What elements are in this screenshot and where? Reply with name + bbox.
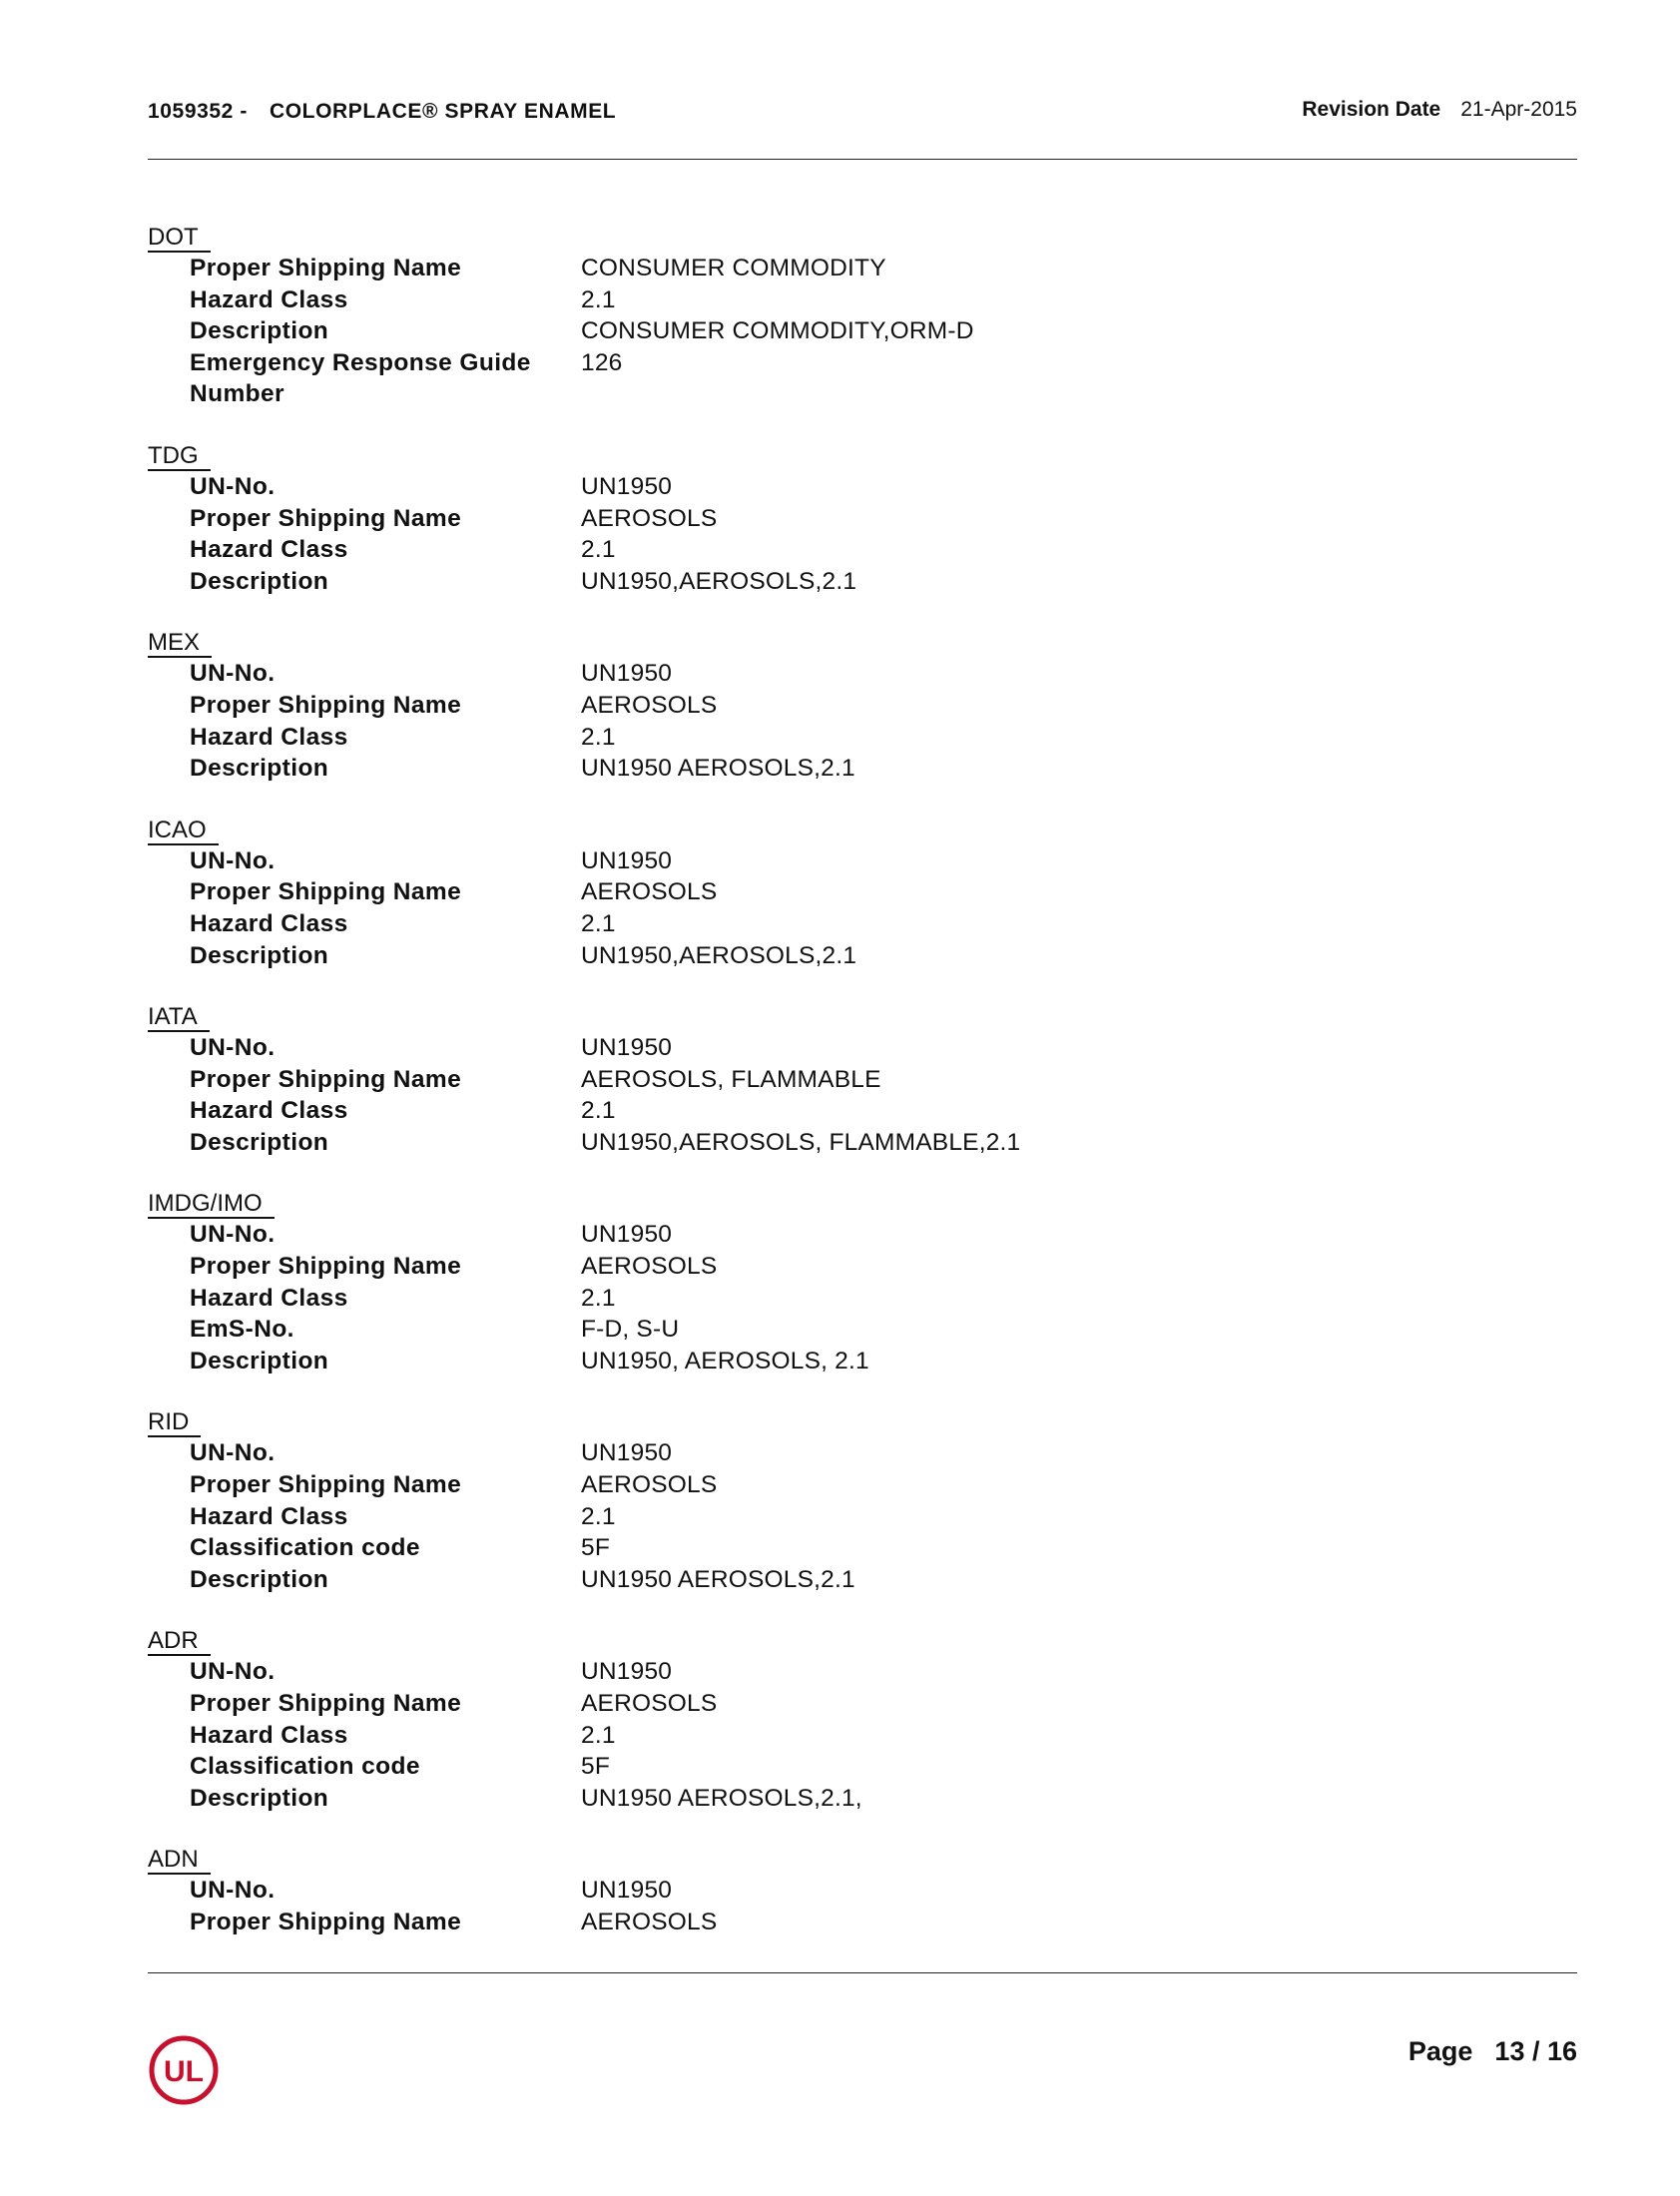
section-mex — [148, 629, 1577, 784]
section-heading: IATA — [148, 1003, 210, 1032]
field-row — [148, 1095, 1577, 1127]
field-row — [148, 1532, 1577, 1564]
field-label: Description — [190, 1565, 329, 1593]
section-rid — [148, 1408, 1577, 1595]
product-id: 1059352 - — [148, 100, 248, 123]
field-label: Proper Shipping Name — [190, 1690, 462, 1717]
field-row — [148, 690, 1577, 722]
field-value: UN1950 — [581, 472, 673, 500]
field-row — [148, 1907, 1577, 1938]
field-value: CONSUMER COMMODITY,ORM-D — [581, 317, 974, 345]
field-label: Proper Shipping Name — [190, 1471, 462, 1499]
section-imdg-imo — [148, 1190, 1577, 1376]
section-iata — [148, 1003, 1577, 1158]
field-row — [148, 876, 1577, 908]
field-row — [148, 315, 1577, 347]
field-label: Hazard Class — [190, 536, 348, 564]
field-label: UN-No. — [190, 1034, 276, 1062]
field-row — [148, 1688, 1577, 1720]
field-value: 5F — [581, 1753, 610, 1781]
section-dot — [148, 224, 1577, 410]
field-value: UN1950,AEROSOLS,2.1 — [581, 567, 857, 595]
field-label: Emergency Response Guide Number — [190, 348, 531, 408]
field-row — [148, 253, 1577, 284]
field-value: UN1950 AEROSOLS,2.1, — [581, 1784, 862, 1812]
field-label: EmS-No. — [190, 1316, 294, 1344]
product-name: COLORPLACE® SPRAY ENAMEL — [269, 100, 617, 123]
field-row — [148, 1720, 1577, 1752]
field-value: UN1950,AEROSOLS, FLAMMABLE,2.1 — [581, 1128, 1021, 1156]
svg-text:UL: UL — [164, 2055, 204, 2088]
field-value: AEROSOLS — [581, 504, 718, 532]
field-label: Proper Shipping Name — [190, 1065, 462, 1093]
field-row — [148, 471, 1577, 503]
field-row — [148, 1314, 1577, 1346]
field-label: Description — [190, 567, 329, 595]
field-row — [148, 845, 1577, 877]
field-value: 126 — [581, 348, 623, 376]
section-heading: ADN — [148, 1846, 211, 1875]
section-heading: TDG — [148, 442, 211, 471]
field-label: Proper Shipping Name — [190, 1253, 462, 1281]
field-row — [148, 658, 1577, 690]
field-row — [148, 1564, 1577, 1596]
field-row — [148, 284, 1577, 316]
field-label: Hazard Class — [190, 285, 348, 313]
page-header — [148, 100, 1577, 130]
field-label: Description — [190, 755, 329, 783]
field-label: Description — [190, 1347, 329, 1374]
field-label: Proper Shipping Name — [190, 691, 462, 719]
footer-divider — [148, 1972, 1577, 1973]
field-row — [148, 1875, 1577, 1907]
field-row — [148, 534, 1577, 566]
field-label: Classification code — [190, 1753, 420, 1781]
field-row — [148, 908, 1577, 940]
transport-information — [148, 224, 1577, 1970]
section-heading: ICAO — [148, 817, 219, 845]
field-row — [148, 1783, 1577, 1815]
field-label: Description — [190, 317, 329, 345]
page-label: Page — [1407, 2036, 1473, 2066]
field-row — [148, 722, 1577, 754]
field-value: AEROSOLS — [581, 1253, 718, 1281]
field-value: 5F — [581, 1534, 610, 1562]
field-value: AEROSOLS — [581, 691, 718, 719]
field-value: AEROSOLS — [581, 1471, 718, 1499]
field-value: AEROSOLS, FLAMMABLE — [581, 1065, 881, 1093]
field-value: CONSUMER COMMODITY — [581, 255, 886, 281]
field-row — [148, 1501, 1577, 1533]
field-label: Hazard Class — [190, 1097, 348, 1125]
field-row — [148, 503, 1577, 535]
page-number — [1408, 2036, 1577, 2067]
field-row — [148, 1469, 1577, 1501]
section-heading: ADR — [148, 1627, 211, 1656]
field-row — [148, 1346, 1577, 1377]
section-tdg — [148, 442, 1577, 597]
section-heading: MEX — [148, 629, 212, 658]
field-label: UN-No. — [190, 472, 276, 500]
field-value: UN1950 — [581, 1877, 673, 1905]
section-heading: RID — [148, 1408, 201, 1437]
section-icao — [148, 817, 1577, 971]
ul-logo — [148, 2034, 220, 2106]
revision-date: 21-Apr-2015 — [1460, 98, 1577, 121]
field-row — [148, 566, 1577, 598]
page-count: 13 / 16 — [1494, 2036, 1577, 2066]
field-value: AEROSOLS — [581, 1908, 718, 1935]
field-row — [148, 1437, 1577, 1469]
field-value: F-D, S-U — [581, 1316, 680, 1344]
field-value: UN1950 — [581, 1034, 673, 1062]
field-value: UN1950 — [581, 660, 673, 688]
field-row — [148, 1656, 1577, 1688]
field-value: 2.1 — [581, 1502, 616, 1530]
field-label: Hazard Class — [190, 909, 348, 937]
field-label: Proper Shipping Name — [190, 504, 462, 532]
field-label: Hazard Class — [190, 1502, 348, 1530]
field-value: UN1950, AEROSOLS, 2.1 — [581, 1347, 869, 1374]
section-adn — [148, 1846, 1577, 1937]
field-label: Description — [190, 941, 329, 969]
field-value: 2.1 — [581, 536, 616, 564]
field-label: UN-No. — [190, 1221, 276, 1249]
field-row — [148, 1251, 1577, 1283]
field-value: 2.1 — [581, 285, 616, 313]
field-value: AEROSOLS — [581, 1690, 718, 1717]
field-value: 2.1 — [581, 1284, 616, 1312]
field-value: 2.1 — [581, 723, 616, 751]
field-row — [148, 1283, 1577, 1315]
field-row — [148, 753, 1577, 785]
field-value: UN1950,AEROSOLS,2.1 — [581, 941, 857, 969]
field-row — [148, 1064, 1577, 1096]
product-title — [148, 100, 616, 124]
field-row — [148, 1751, 1577, 1783]
field-label: UN-No. — [190, 1877, 276, 1905]
field-label: UN-No. — [190, 1658, 276, 1686]
field-row — [148, 1032, 1577, 1064]
section-heading: IMDG/IMO — [148, 1190, 275, 1219]
revision-label: Revision Date — [1302, 98, 1441, 121]
field-value: AEROSOLS — [581, 878, 718, 906]
section-heading: DOT — [148, 224, 211, 253]
field-label: Proper Shipping Name — [190, 255, 462, 281]
field-value: UN1950 AEROSOLS,2.1 — [581, 1565, 855, 1593]
field-label: Description — [190, 1128, 329, 1156]
field-row — [148, 940, 1577, 972]
field-label: Hazard Class — [190, 1721, 348, 1749]
field-value: UN1950 — [581, 1439, 673, 1467]
field-row — [148, 1219, 1577, 1251]
field-label: Hazard Class — [190, 1284, 348, 1312]
field-label: Hazard Class — [190, 723, 348, 751]
field-value: 2.1 — [581, 1097, 616, 1125]
revision-info — [1302, 98, 1577, 122]
field-label: Proper Shipping Name — [190, 878, 462, 906]
field-label: UN-No. — [190, 846, 276, 874]
field-value: UN1950 AEROSOLS,2.1 — [581, 755, 855, 783]
header-divider — [148, 159, 1577, 160]
field-value: UN1950 — [581, 1658, 673, 1686]
field-value: 2.1 — [581, 1721, 616, 1749]
field-value: UN1950 — [581, 846, 673, 874]
section-adr — [148, 1627, 1577, 1814]
field-label: UN-No. — [190, 1439, 276, 1467]
field-row — [148, 347, 1577, 410]
field-label: Proper Shipping Name — [190, 1908, 462, 1935]
field-label: Description — [190, 1784, 329, 1812]
field-label: Classification code — [190, 1534, 420, 1562]
field-label: UN-No. — [190, 660, 276, 688]
field-value: 2.1 — [581, 909, 616, 937]
field-row — [148, 1127, 1577, 1159]
field-value: UN1950 — [581, 1221, 673, 1249]
